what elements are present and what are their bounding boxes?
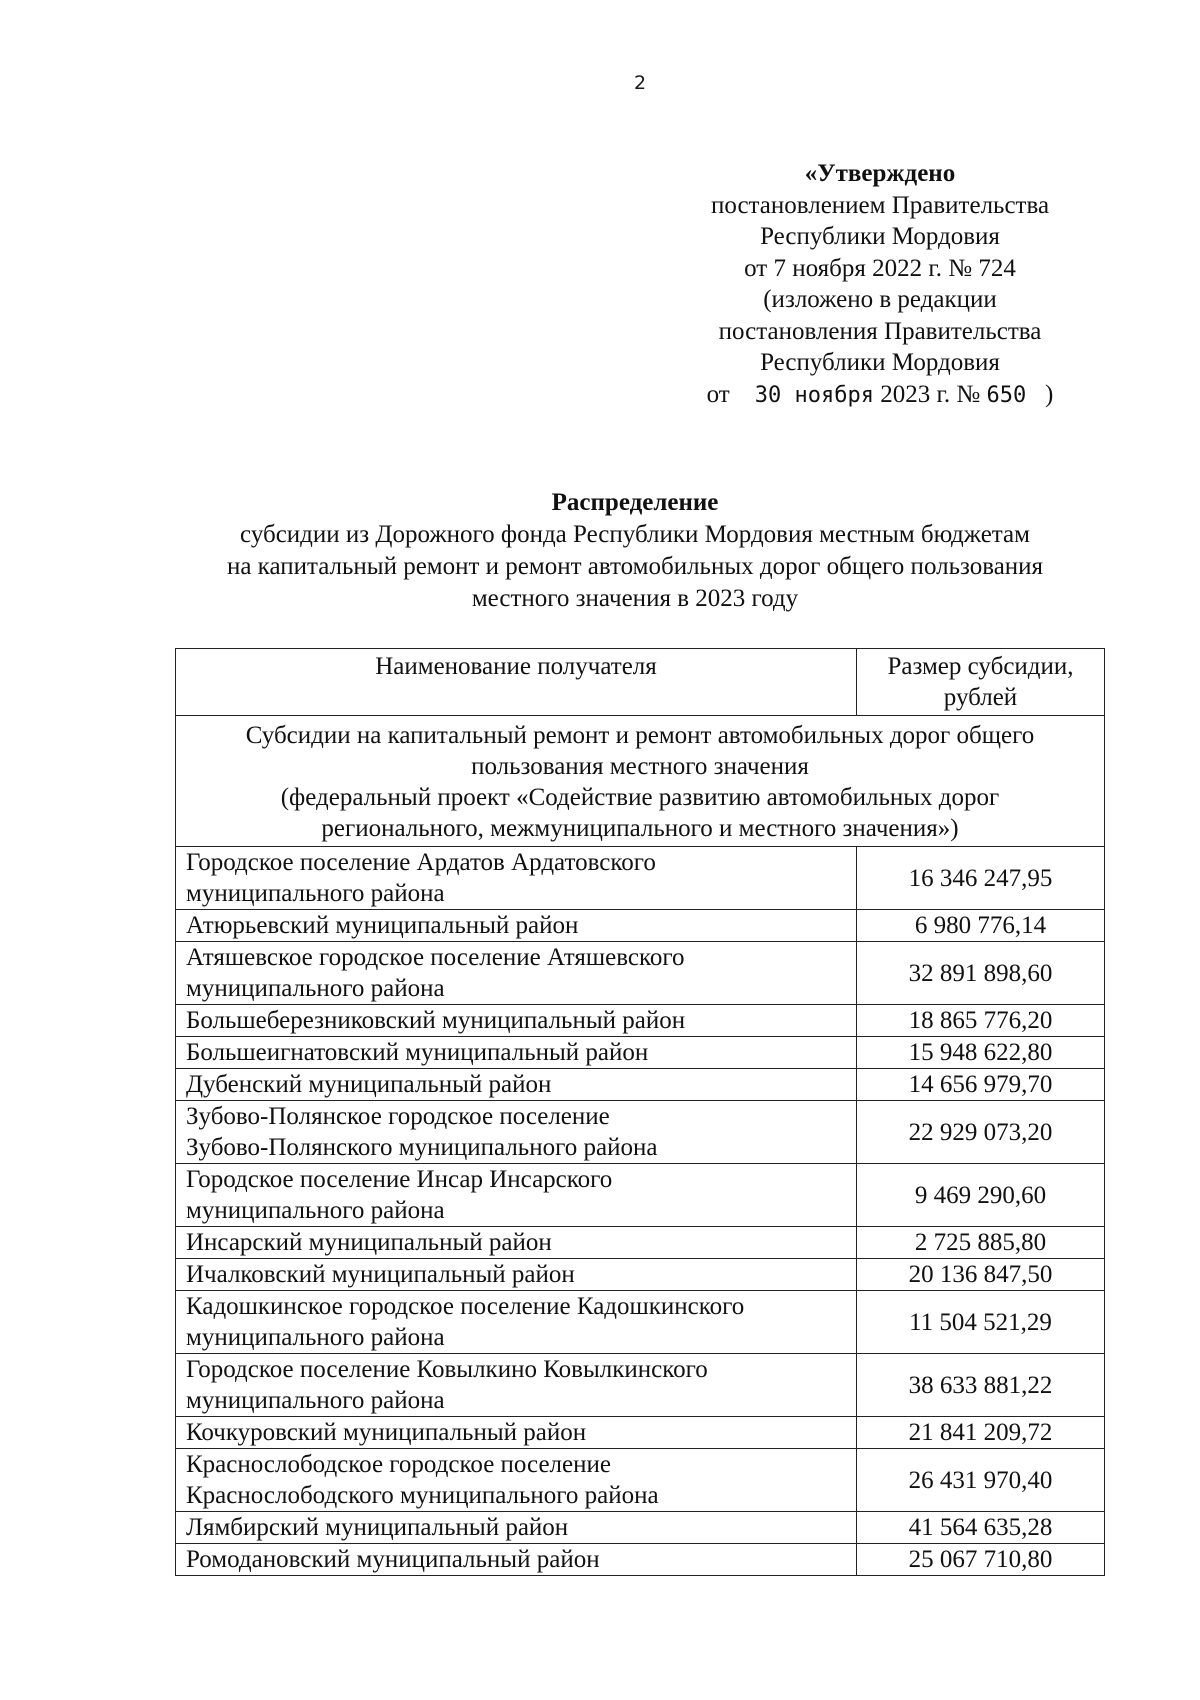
table-header-row [176, 649, 1105, 716]
table-row [176, 1544, 1105, 1576]
section-line: регионального, межмуниципального и местного значения») [321, 815, 959, 842]
recipient-name-line: муниципального района [186, 1197, 445, 1224]
decree-number: 650 [986, 382, 1027, 408]
recipient-name [176, 1005, 857, 1037]
section-line: пользования местного значения [471, 753, 809, 780]
recipient-name-line: Инсарский муниципальный район [186, 1229, 552, 1256]
recipient-name [176, 1164, 857, 1227]
subsidy-amount: 9 469 290,60 [857, 1164, 1105, 1227]
recipient-name [176, 1227, 857, 1259]
approval-line: постановления Правительства [718, 317, 1042, 345]
recipient-name-line: Городское поселение Ардатов Ардатовского [186, 849, 656, 876]
recipient-name-line: муниципального района [186, 1387, 445, 1414]
recipient-name-line: Ромодановский муниципальный район [186, 1546, 600, 1573]
recipient-name-line: Большеигнатовский муниципальный район [186, 1039, 649, 1066]
decree-year: 2023 г. № [880, 380, 981, 408]
subsidy-amount: 22 929 073,20 [857, 1101, 1105, 1164]
approval-line: Республики Мордовия [760, 223, 1000, 250]
subsidy-amount: 32 891 898,60 [857, 942, 1105, 1005]
approval-line: (изложено в редакции [763, 286, 997, 313]
recipient-name-line: Дубенский муниципальный район [186, 1071, 552, 1098]
section-line: Субсидии на капитальный ремонт и ремонт автомобильных дорог общего [245, 722, 1035, 749]
page-number: 2 [633, 72, 647, 94]
decree-close: ) [1045, 380, 1054, 408]
subsidy-amount: 2 725 885,80 [857, 1227, 1105, 1259]
recipient-name-line: Кадошкинское городское поселение Кадошкинского [186, 1293, 745, 1320]
recipient-name-line: Городское поселение Ковылкино Ковылкинского [186, 1356, 708, 1383]
recipient-name [176, 1354, 857, 1417]
table-row [176, 1164, 1105, 1227]
section-title [176, 716, 1105, 847]
section-row [176, 716, 1105, 847]
subsidy-amount: 38 633 881,22 [857, 1354, 1105, 1417]
decree-reference [640, 379, 1120, 412]
table-row [176, 1417, 1105, 1449]
subsidy-amount: 26 431 970,40 [857, 1449, 1105, 1512]
table-row [176, 1512, 1105, 1544]
recipient-name-line: муниципального района [186, 975, 445, 1002]
subsidy-amount: 11 504 521,29 [857, 1291, 1105, 1354]
approval-title: «Утверждено [804, 160, 956, 187]
recipient-name-line: муниципального района [186, 880, 445, 907]
recipient-name-line: Краснослободского муниципального района [186, 1482, 659, 1509]
recipient-name [176, 1291, 857, 1354]
recipient-name-line: Городское поселение Инсар Инсарского [186, 1166, 613, 1193]
subsidy-amount: 14 656 979,70 [857, 1069, 1105, 1101]
recipient-name-line: Лямбирский муниципальный район [186, 1514, 569, 1541]
approval-line: Республики Мордовия [760, 349, 1000, 376]
recipient-name [176, 1259, 857, 1291]
recipient-name-line: Кочкуровский муниципальный район [186, 1419, 587, 1446]
heading-line: местного значения в 2023 году [471, 585, 799, 612]
recipient-name [176, 1417, 857, 1449]
recipient-name [176, 1512, 857, 1544]
section-line: (федеральный проект «Содействие развитию автомобильных дорог [280, 784, 1000, 811]
recipient-name [176, 942, 857, 1005]
recipient-name-line: Зубово-Полянское городское поселение [186, 1103, 610, 1130]
table-row [176, 1227, 1105, 1259]
subsidy-amount: 18 865 776,20 [857, 1005, 1105, 1037]
column-header-amount: Размер субсидии, рублей [857, 649, 1105, 716]
table-row [176, 1291, 1105, 1354]
heading-line: субсидии из Дорожного фонда Республики Мордовия местным бюджетам [240, 521, 1030, 548]
table-row [176, 1449, 1105, 1512]
table-row [176, 847, 1105, 910]
recipient-name [176, 1101, 857, 1164]
subsidy-amount: 41 564 635,28 [857, 1512, 1105, 1544]
recipient-name [176, 847, 857, 910]
table-row [176, 1005, 1105, 1037]
heading-title: Распределение [551, 489, 719, 516]
subsidy-table [175, 648, 1105, 1576]
table-row [176, 942, 1105, 1005]
recipient-name-line: Атяшевское городское поселение Атяшевского [186, 944, 685, 971]
decree-date: 30 ноября [754, 382, 874, 408]
table-row [176, 1259, 1105, 1291]
table-row [176, 910, 1105, 942]
table-row [176, 1069, 1105, 1101]
recipient-name [176, 910, 857, 942]
recipient-name-line: Большеберезниковский муниципальный район [186, 1007, 686, 1034]
recipient-name-line: муниципального района [186, 1324, 445, 1351]
recipient-name [176, 1544, 857, 1576]
subsidy-amount: 6 980 776,14 [857, 910, 1105, 942]
subsidy-amount: 15 948 622,80 [857, 1037, 1105, 1069]
table-row [176, 1354, 1105, 1417]
recipient-name-line: Ичалковский муниципальный район [186, 1261, 575, 1288]
recipient-name [176, 1449, 857, 1512]
recipient-name-line: Краснослободское городское поселение [186, 1451, 611, 1478]
column-header-name: Наименование получателя [176, 649, 857, 716]
table-row [176, 1101, 1105, 1164]
table-row [176, 1037, 1105, 1069]
recipient-name-line: Зубово-Полянского муниципального района [186, 1134, 658, 1161]
subsidy-amount: 25 067 710,80 [857, 1544, 1105, 1576]
subsidy-amount: 21 841 209,72 [857, 1417, 1105, 1449]
decree-prefix: от [706, 380, 730, 408]
approval-line: постановлением Правительства [710, 191, 1050, 219]
document-heading [160, 487, 1110, 615]
subsidy-amount: 20 136 847,50 [857, 1259, 1105, 1291]
recipient-name [176, 1037, 857, 1069]
approval-line: от 7 ноября 2022 г. № 724 [744, 254, 1016, 282]
subsidy-amount: 16 346 247,95 [857, 847, 1105, 910]
recipient-name [176, 1069, 857, 1101]
recipient-name-line: Атюрьевский муниципальный район [186, 912, 579, 939]
heading-line: на капитальный ремонт и ремонт автомобильных дорог общего пользования [226, 553, 1044, 580]
approval-stamp [640, 158, 1120, 411]
